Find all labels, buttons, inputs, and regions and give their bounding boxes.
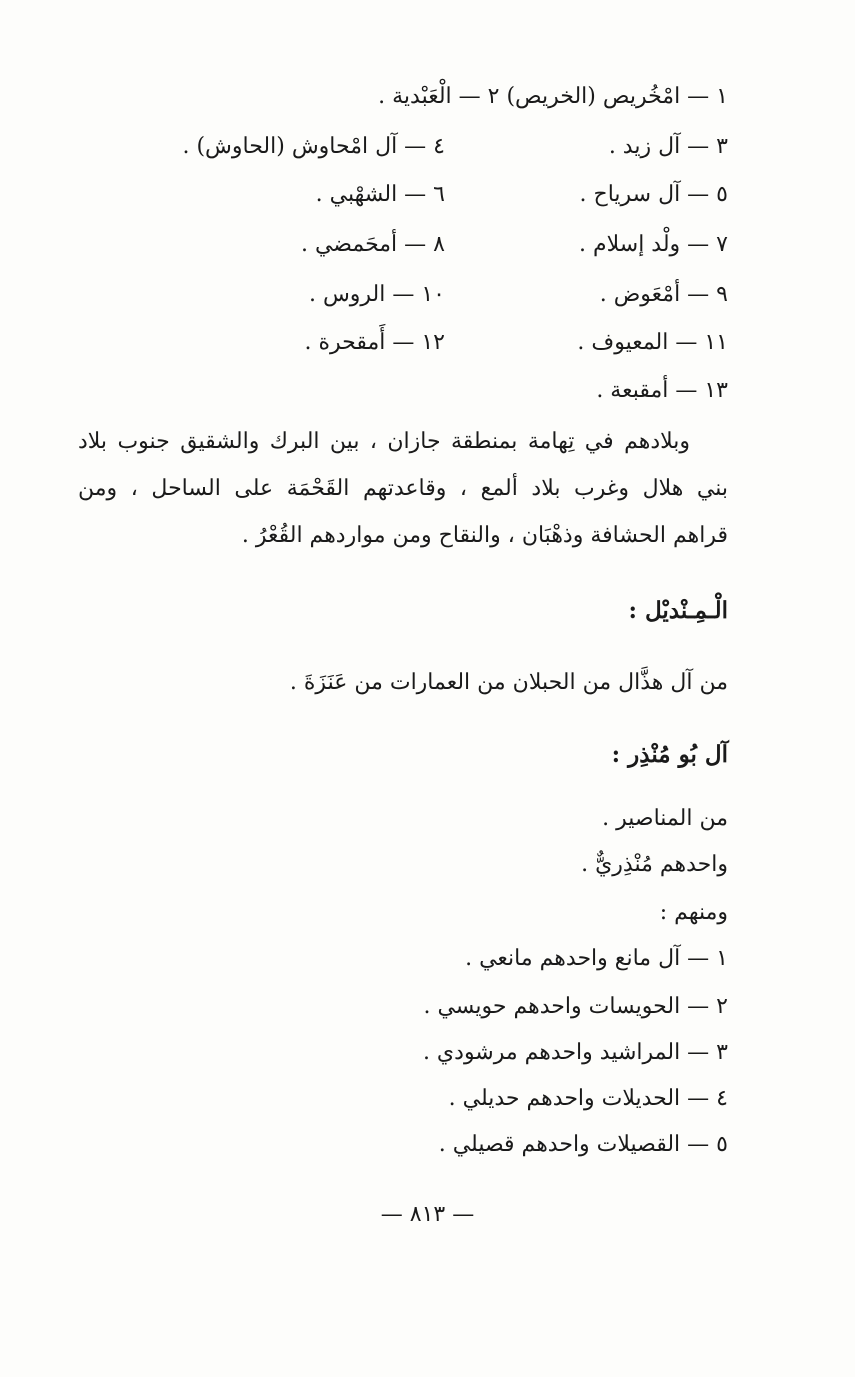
list-row-1	[378, 82, 728, 112]
list-entry: ١٠ — الروس .	[308, 282, 445, 307]
list-row-4-left	[301, 230, 445, 260]
section-line: من المناصير .	[602, 806, 728, 831]
list-entry: ٥ — آل سرياح .	[579, 182, 728, 207]
list-entry: ١٣ — أمقبعة .	[596, 378, 728, 403]
paragraph-line: قراهم الحشافة وذهْبَان ، والنقاح ومن مواردهم القُعْرُ .	[241, 523, 728, 548]
description-paragraph	[78, 418, 728, 559]
section-heading-al-bu-mundhir: آل بُو مُنْذِر :	[611, 741, 728, 768]
list-row-3-left	[316, 180, 445, 210]
page-number: — ٨١٣ —	[380, 1202, 475, 1227]
list-row-6-left	[304, 328, 445, 358]
list-row-4-right	[579, 230, 728, 260]
list-entry: ٧ — ولْد إسلام .	[579, 232, 728, 257]
list-entry: ٣ — آل زيد .	[608, 134, 728, 159]
list-item: ١ — آل مانع واحدهم مانعي .	[465, 946, 728, 971]
list-entry: ١١ — المعيوف .	[577, 330, 728, 355]
list-row-7-right	[596, 376, 728, 406]
list-entry: ٩ — أمْعَوض .	[599, 282, 728, 307]
paragraph-line: بني هلال وغرب بلاد ألمع ، وقاعدتهم القَحْمَة على الساحل ، ومن	[78, 476, 728, 501]
list-entry: ١٢ — أَمقحرة .	[304, 330, 445, 355]
list-item: ٢ — الحويسات واحدهم حويسي .	[423, 994, 728, 1019]
section-line: ومنهم :	[659, 900, 728, 925]
list-row-5-left	[309, 280, 445, 310]
list-item: ٣ — المراشيد واحدهم مرشودي .	[422, 1040, 728, 1065]
section-heading-almindil: الْـمِـنْديْل :	[628, 597, 728, 624]
list-entry: ٦ — الشهْبي .	[315, 182, 445, 207]
list-row-2-left	[182, 132, 445, 162]
list-item: ٥ — القصيلات واحدهم قصيلي .	[438, 1132, 728, 1157]
list-entry: ٨ — أمحَمضي .	[300, 232, 445, 257]
section-text: من آل هذَّال من الحبلان من العمارات من عَنَزَةَ .	[289, 670, 728, 695]
list-entry: ١ — امْخُريص (الخريص) ٢ — الْعَبْدية .	[378, 84, 728, 109]
list-row-3-right	[580, 180, 729, 210]
list-entry: ٤ — آل امْحاوش (الحاوش) .	[182, 134, 445, 159]
list-row-2-right	[609, 132, 728, 162]
paragraph-line: وبلادهم في تِهامة بمنطقة جازان ، بين البرك والشقيق جنوب بلاد	[78, 429, 690, 454]
list-row-6-right	[577, 328, 728, 358]
list-item: ٤ — الحديلات واحدهم حديلي .	[448, 1086, 728, 1111]
section-line: واحدهم مُنْذِريٌّ .	[581, 852, 728, 877]
list-row-5-right	[600, 280, 728, 310]
